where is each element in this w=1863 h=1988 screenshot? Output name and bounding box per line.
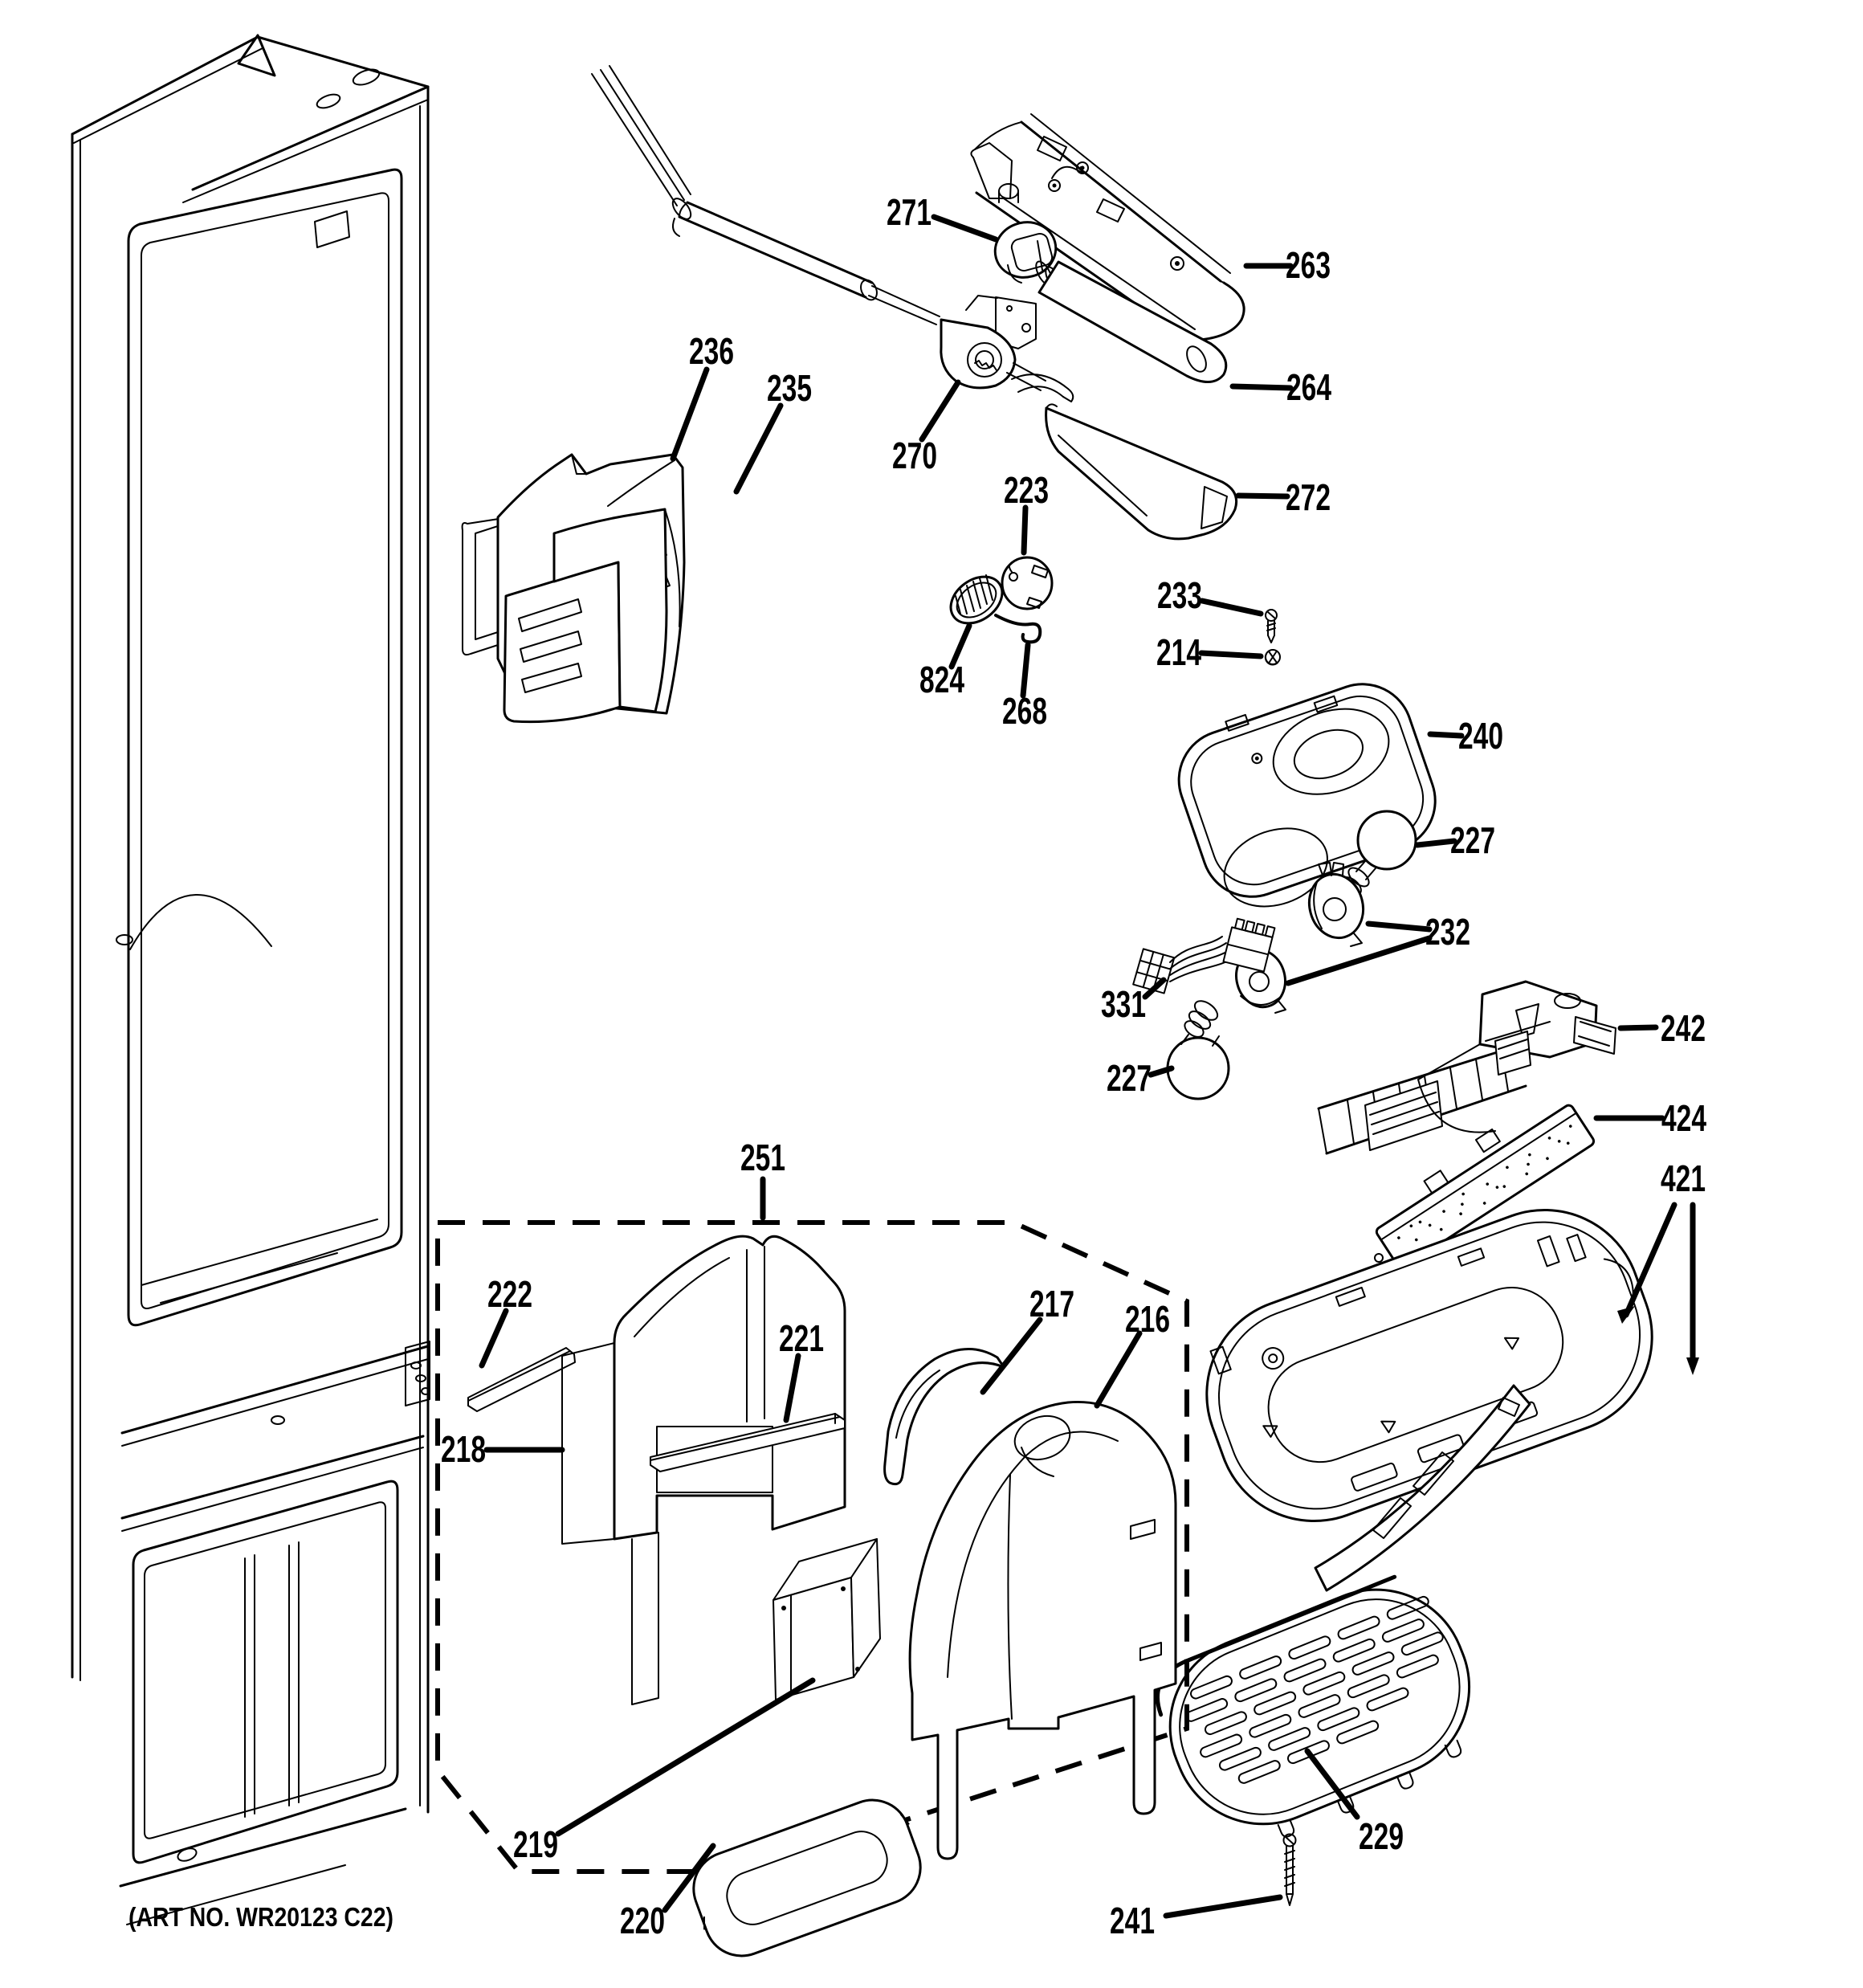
part-229-grille-cover — [1143, 1562, 1502, 1864]
leader-236 — [673, 369, 707, 459]
leader-214 — [1201, 653, 1261, 656]
leader-216 — [1097, 1333, 1139, 1406]
leader-227-upper — [1417, 841, 1454, 845]
part-220-gasket — [682, 1789, 932, 1966]
callout-216: 216 — [1125, 1298, 1170, 1340]
callout-232: 232 — [1425, 911, 1470, 953]
leader-232-b — [1288, 938, 1429, 983]
callout-824: 824 — [919, 659, 965, 700]
callout-236: 236 — [689, 330, 734, 372]
leader-421-a — [1626, 1205, 1674, 1315]
part-223-damper-cover — [1002, 557, 1052, 609]
part-233-screw — [1266, 610, 1277, 643]
part-268-thermistor-wire — [996, 615, 1040, 642]
callout-214: 214 — [1156, 631, 1202, 673]
callout-421: 421 — [1661, 1157, 1706, 1199]
callout-218: 218 — [441, 1428, 486, 1470]
callout-242: 242 — [1661, 1007, 1706, 1049]
leader-242 — [1620, 1027, 1656, 1028]
part-264-water-filter — [1033, 259, 1225, 382]
callout-221: 221 — [779, 1317, 824, 1359]
leader-222 — [482, 1311, 506, 1365]
part-270-tube-fitting — [941, 296, 1046, 390]
leader-240 — [1430, 734, 1461, 736]
leader-421-b-arrow — [1686, 1357, 1699, 1375]
callout-222: 222 — [487, 1273, 532, 1315]
leader-232-a — [1368, 924, 1429, 929]
part-240-light-housing — [1164, 664, 1453, 924]
part-219-heater-box — [773, 1539, 880, 1700]
callout-217: 217 — [1029, 1283, 1074, 1325]
callout-270: 270 — [892, 435, 937, 476]
callout-227-upper: 227 — [1450, 819, 1495, 861]
part-216-evaporator-cover — [910, 1402, 1176, 1859]
callout-264: 264 — [1286, 366, 1332, 408]
callout-229: 229 — [1359, 1815, 1404, 1857]
leader-233 — [1202, 601, 1261, 614]
callout-219: 219 — [513, 1823, 558, 1865]
callout-223: 223 — [1004, 469, 1049, 511]
leader-241 — [1166, 1897, 1280, 1916]
callout-263: 263 — [1286, 244, 1331, 286]
callout-241: 241 — [1110, 1900, 1155, 1941]
callout-251: 251 — [740, 1137, 785, 1178]
callout-424: 424 — [1661, 1097, 1707, 1139]
leader-219 — [558, 1680, 813, 1834]
callout-271: 271 — [887, 191, 932, 233]
cabinet-line-art — [72, 35, 430, 1925]
leader-223 — [1024, 508, 1025, 553]
callout-235: 235 — [767, 367, 812, 409]
callout-227-lower: 227 — [1107, 1057, 1152, 1099]
part-214-nut — [1266, 650, 1280, 664]
callout-233: 233 — [1157, 574, 1202, 616]
callout-272: 272 — [1286, 476, 1331, 518]
part-272-filter-cover — [1046, 404, 1237, 538]
callout-240: 240 — [1458, 715, 1503, 757]
part-227-bulb-lower — [1168, 997, 1229, 1099]
leader-235 — [736, 406, 781, 492]
callout-220: 220 — [620, 1900, 665, 1941]
leader-270 — [922, 382, 958, 439]
part-241-screw — [1284, 1835, 1296, 1906]
part-824-grommet — [942, 567, 1011, 633]
art-number: (ART NO. WR20123 C22) — [128, 1902, 393, 1932]
leader-268 — [1023, 645, 1028, 696]
leader-271 — [934, 217, 996, 239]
callout-268: 268 — [1002, 690, 1047, 732]
callout-331: 331 — [1101, 983, 1146, 1025]
leader-264 — [1233, 386, 1290, 388]
